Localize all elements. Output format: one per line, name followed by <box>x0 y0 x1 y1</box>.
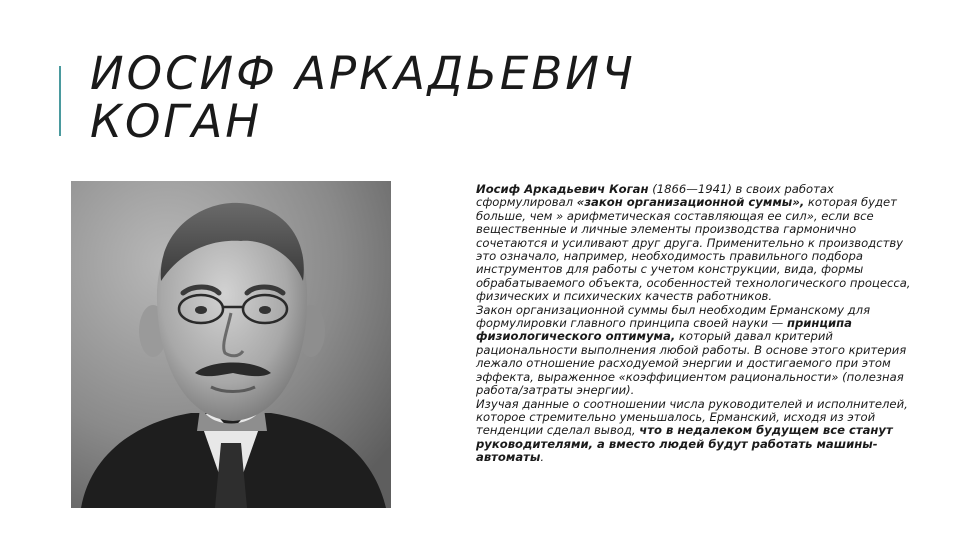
conclusion-statement: что в недалеком будущем все станут руководителями, а вместо людей будут работать машины-автоматы <box>476 423 893 465</box>
slide-title <box>90 47 636 148</box>
paragraph-physiological-optimum <box>476 304 921 398</box>
principle-name: принципа физиологического оптимума, <box>476 316 852 344</box>
portrait-illustration <box>71 181 391 508</box>
paragraph3-start: Изучая данные о соотношении числа руководителей и исполнителей, которое стремительно уменьшалось, Ерманский, исходя из этой тенденции сделал вывод, <box>476 396 908 438</box>
title-accent-bar <box>59 66 61 136</box>
law-name: «закон организационной суммы», <box>576 195 805 210</box>
paragraph1-years: (1866—1941) в своих работах сформулировал <box>476 182 834 210</box>
title-line-2: КОГАН <box>90 95 263 148</box>
paragraph-conclusion <box>476 398 921 465</box>
paragraph-organizational-sum <box>476 183 921 304</box>
paragraph2-rest: который давал критерий рациональности выполнения любой работы. В основе этого критерия лежало отношение расходуемой энергии и достигаемого при этом эффекта, выраженное «коэффициентом рациональности» (полезная работа/затраты энергии). <box>476 329 907 398</box>
portrait-photo <box>71 181 391 508</box>
paragraph3-end: . <box>540 450 545 465</box>
biography-text <box>476 183 921 465</box>
title-line-1: ИОСИФ АРКАДЬЕВИЧ <box>90 47 636 100</box>
person-name: Иосиф Аркадьевич Коган <box>476 182 649 196</box>
paragraph1-rest: которая будет больше, чем » арифметическая составляющая ее сил», если все вещественные и личные элементы производства гармонично сочетаются и усиливают друг друга. Применительно к производству это означало, например, необходимость правильного подбора инструментов для работы с учетом конструкции, вида, формы обрабатываемого объекта, особенностей технологического процесса, физических и психических качеств работников. <box>476 195 911 304</box>
paragraph2-start: Закон организационной суммы был необходим Ерманскому для формулировки главного принципа своей науки — <box>476 302 871 331</box>
